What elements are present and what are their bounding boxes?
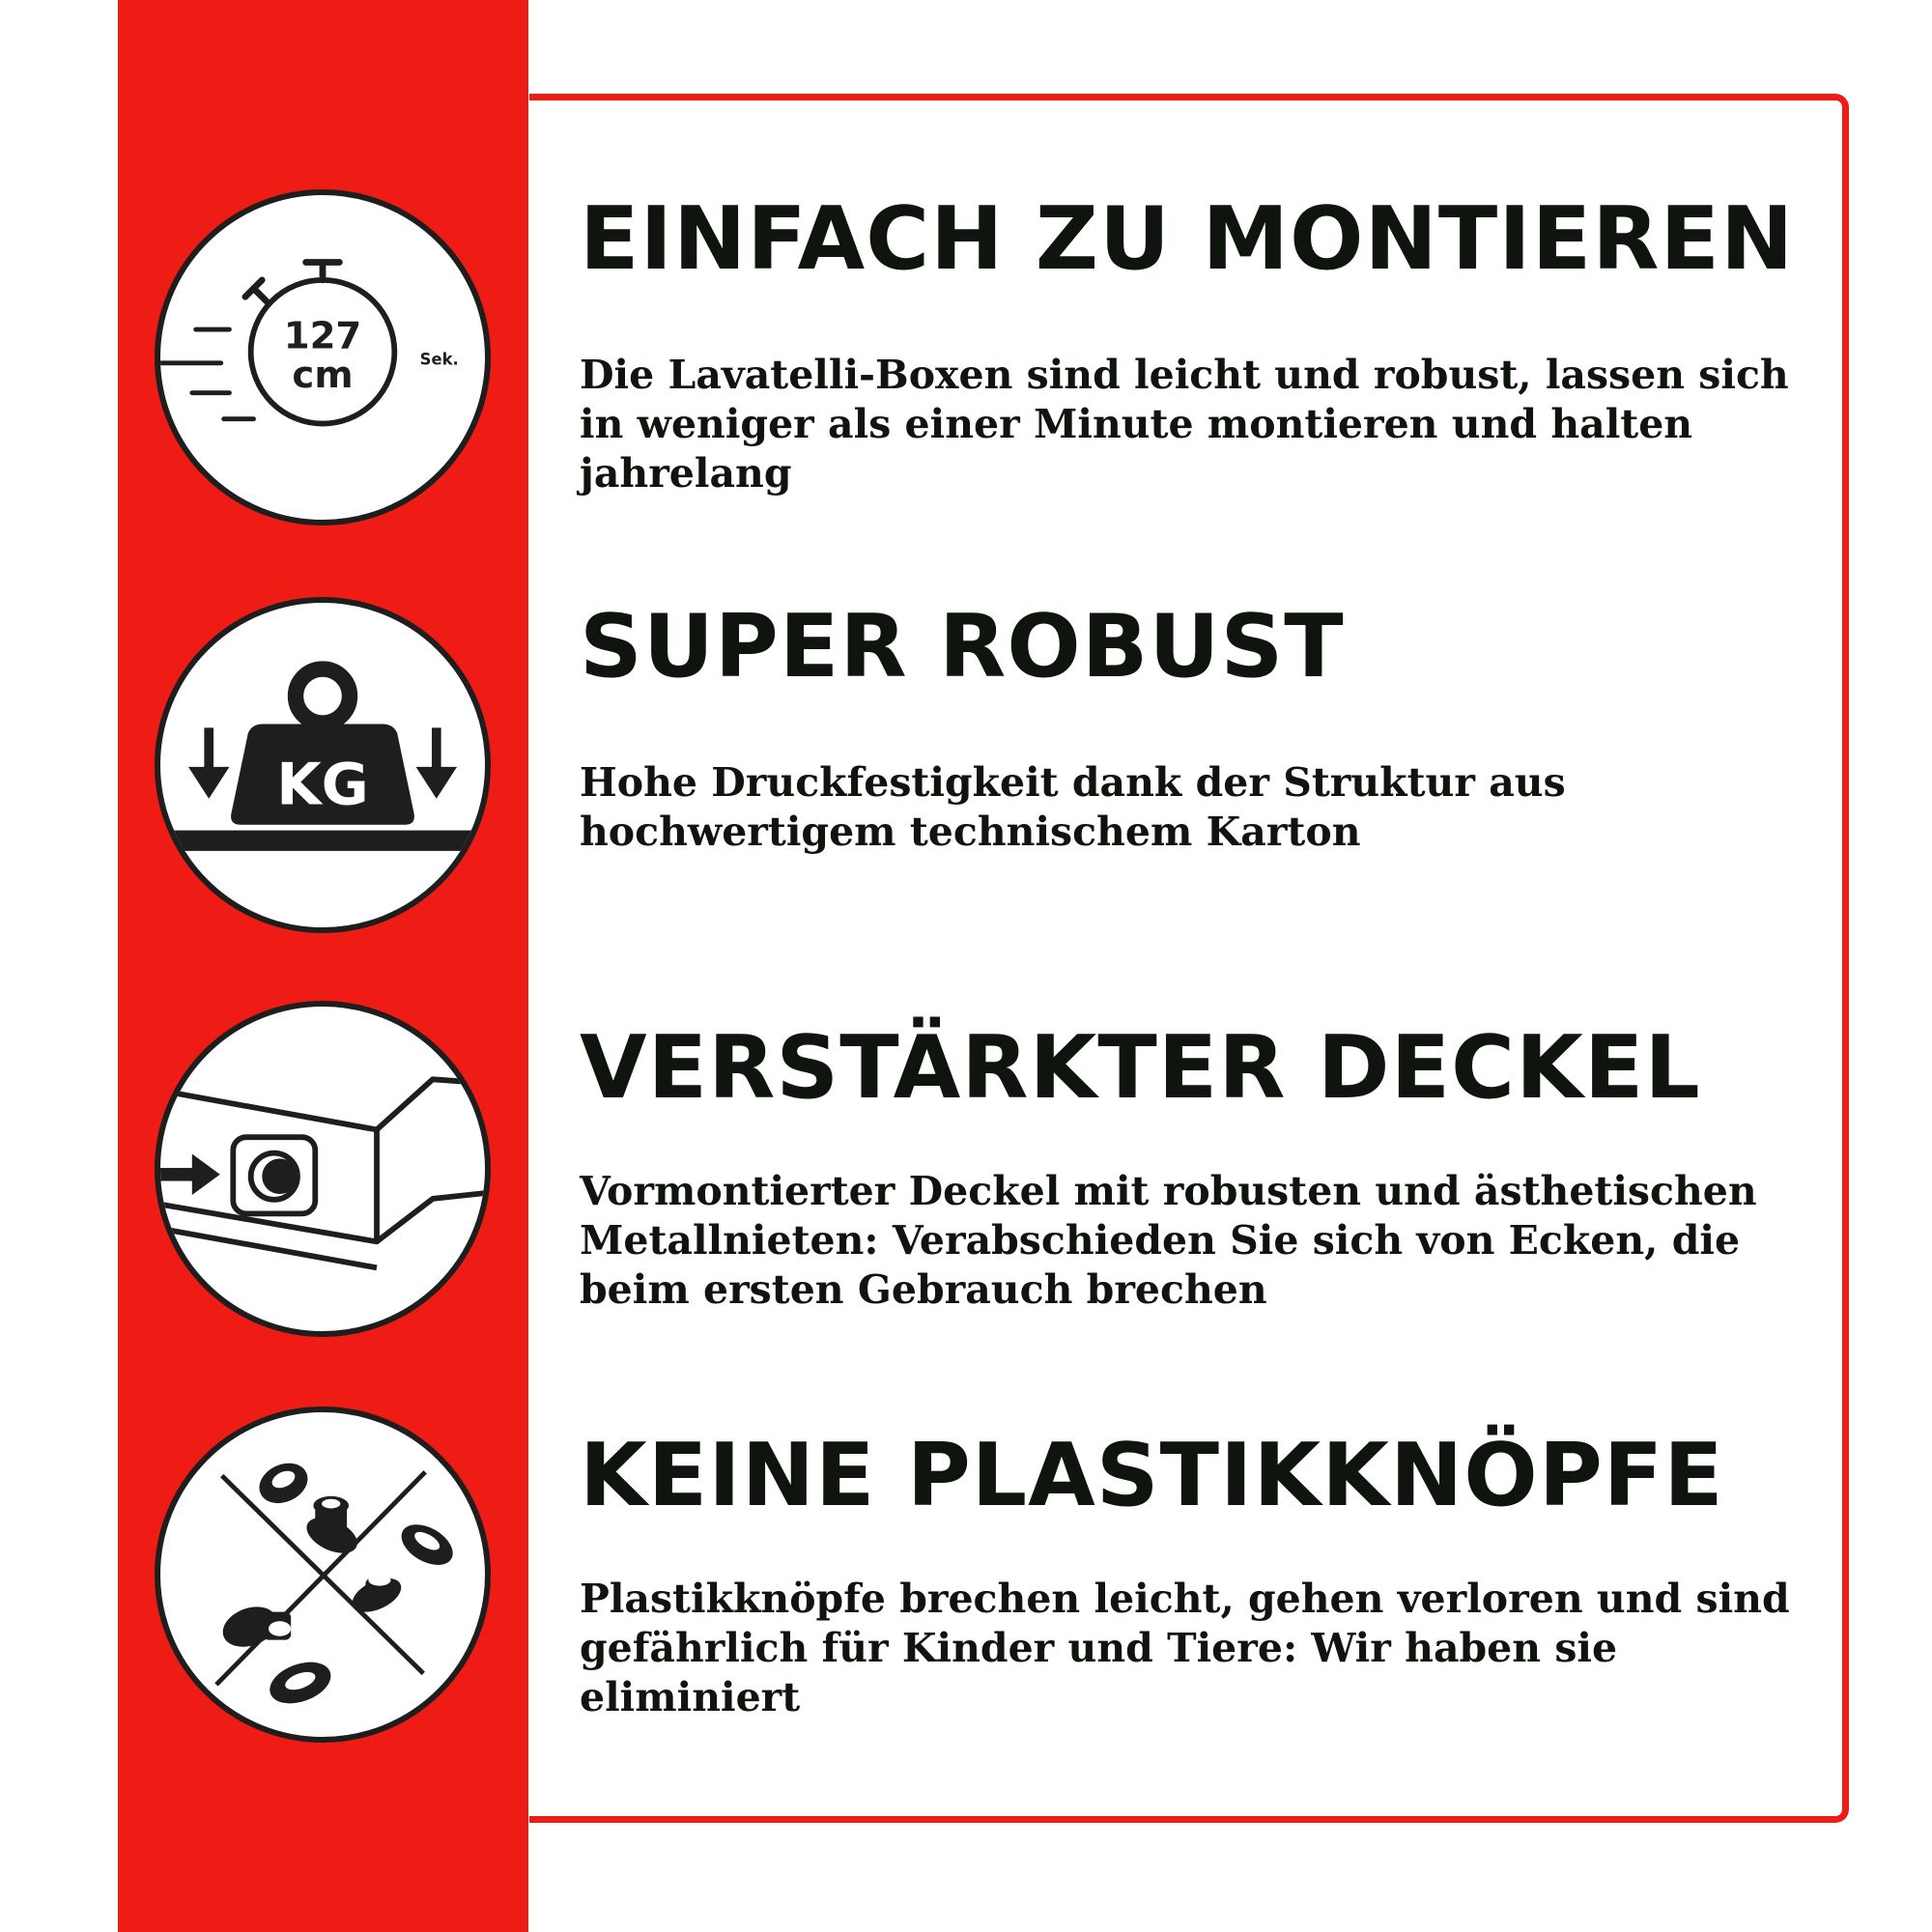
feature-description: Plastikknöpfe brechen leicht, gehen verloren und sind gefährlich für Kinder und Tiere: Wir haben sie eliminiert (580, 1576, 1790, 1720)
feature-lid (580, 1017, 1835, 1315)
feature-title: EINFACH ZU MONTIEREN (580, 188, 1795, 290)
feature-description: Vormontierter Deckel mit robusten und ästhetischen Metallnieten: Verabschieden Sie sich von Ecken, die beim ersten Gebrauch brechen (580, 1168, 1757, 1313)
stopwatch-suffix: Sek. (419, 350, 459, 369)
feature-description: Die Lavatelli-Boxen sind leicht und robust, lassen sich in weniger als einer Minute montieren und halten jahrelang (580, 352, 1789, 497)
feature-robust (580, 596, 1835, 857)
feature-description: Hohe Druckfestigkeit dank der Struktur aus hochwertigem technischem Karton (580, 759, 1566, 855)
weight-label: KG (276, 751, 369, 819)
no-plastic-buttons-icon (155, 1406, 491, 1743)
stopwatch-unit: cm (292, 353, 354, 397)
box-lid-rivet-icon (155, 1001, 491, 1337)
weight-icon (155, 597, 491, 933)
feature-title: KEINE PLASTIKKNÖPFE (580, 1425, 1724, 1526)
feature-no-plastic (580, 1425, 1835, 1722)
stopwatch-value: 127 (283, 314, 362, 358)
feature-assembly (580, 188, 1835, 498)
feature-title: VERSTÄRKTER DECKEL (580, 1017, 1701, 1119)
stopwatch-icon (155, 189, 491, 526)
feature-title: SUPER ROBUST (580, 596, 1345, 697)
